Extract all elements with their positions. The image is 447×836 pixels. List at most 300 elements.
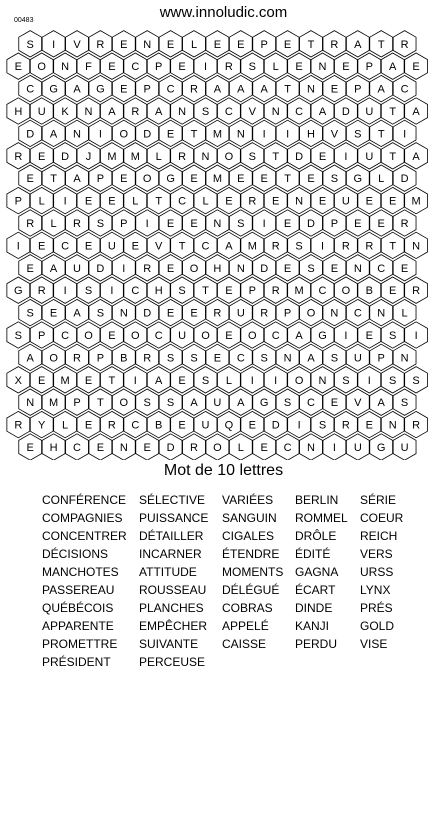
hex-letter: P [38, 330, 46, 342]
hex-cell [66, 344, 89, 370]
hex-cell [7, 277, 30, 303]
hex-cell [147, 232, 170, 258]
hex-letter: N [236, 262, 245, 275]
hex-letter: E [283, 218, 292, 230]
word-item: ATTITUDE [139, 565, 197, 579]
hex-cell [19, 344, 42, 370]
hex-cell [66, 75, 89, 101]
hex-letter: H [307, 128, 315, 141]
hex-letter: E [84, 195, 93, 208]
word-item: MANCHOTES [42, 565, 119, 579]
hex-letter: R [412, 419, 421, 432]
hex-letter: S [166, 397, 175, 410]
hex-cell [54, 411, 77, 437]
hex-letter: S [248, 150, 256, 163]
hex-letter: B [120, 352, 128, 365]
hex-cell [136, 75, 159, 101]
hex-cell [229, 210, 252, 236]
hex-cell [66, 434, 89, 460]
hex-letter: Q [224, 419, 234, 432]
hex-letter: E [84, 374, 93, 387]
hex-letter: E [96, 442, 105, 454]
hex-letter: R [14, 419, 23, 432]
hex-letter: T [50, 173, 57, 186]
hex-letter: R [26, 218, 35, 230]
hex-letter: T [284, 173, 291, 186]
hex-letter: N [201, 150, 210, 163]
word-item: CONFÉRENCE [42, 493, 127, 507]
word-item: PLANCHES [139, 601, 204, 615]
word-item: CONCENTRER [42, 529, 127, 543]
hex-letter: E [307, 173, 315, 186]
hex-letter: N [353, 262, 362, 275]
word-item: PERDU [295, 637, 338, 651]
hex-letter: D [26, 128, 35, 141]
hex-letter: E [84, 240, 93, 253]
hex-cell [147, 277, 170, 303]
hex-letter: A [377, 83, 385, 96]
word-item: SUIVANTE [139, 637, 199, 651]
hex-cell [112, 255, 135, 281]
hex-cell [311, 187, 334, 213]
hex-letter: R [330, 38, 339, 51]
word-item: ÉCART [295, 583, 336, 597]
hex-letter: O [49, 352, 58, 365]
hex-cell [66, 299, 89, 325]
hex-letter: E [26, 173, 34, 186]
hex-cell [300, 255, 323, 281]
hex-letter: S [260, 352, 268, 365]
hex-cell [30, 187, 53, 213]
hex-letter: P [155, 61, 163, 74]
hex-letter: A [260, 83, 268, 96]
hex-cell [393, 389, 416, 415]
hex-letter: E [38, 374, 46, 387]
hex-cell [253, 75, 276, 101]
hex-letter: M [247, 240, 257, 253]
hex-cell [77, 232, 100, 258]
hex-cell [300, 299, 323, 325]
word-column-3 [222, 491, 283, 653]
hex-cell [370, 210, 393, 236]
hex-cell [7, 98, 30, 124]
hex-letter: S [330, 173, 339, 186]
hex-cell [346, 31, 369, 57]
hex-letter: T [155, 195, 163, 208]
hex-cell [89, 31, 112, 57]
hex-cell [370, 31, 393, 57]
hex-letter: L [378, 173, 385, 186]
hex-letter: R [37, 285, 46, 298]
hex-cell [393, 120, 416, 146]
hex-letter: H [14, 106, 23, 118]
hex-letter: R [107, 419, 116, 432]
hex-letter: R [190, 83, 198, 96]
hex-letter: N [295, 195, 304, 208]
hex-cell [54, 367, 77, 393]
hex-cell [194, 232, 217, 258]
hex-cell [159, 255, 182, 281]
hex-letter: P [283, 307, 292, 320]
hex-cell [19, 299, 42, 325]
hex-letter: A [237, 83, 245, 96]
hex-cell [405, 232, 428, 258]
hex-letter: R [178, 150, 187, 163]
hex-letter: E [49, 307, 58, 320]
hex-cell [229, 120, 252, 146]
hex-letter: N [143, 38, 152, 51]
hex-cell [241, 411, 264, 437]
hex-cell [19, 120, 42, 146]
hex-cell [264, 232, 287, 258]
word-item: COEUR [360, 511, 404, 525]
hex-cell [100, 232, 123, 258]
hex-cell [241, 277, 264, 303]
hex-letter: U [341, 195, 350, 208]
hex-letter: C [224, 106, 233, 118]
hex-cell [42, 344, 65, 370]
hex-letter: D [143, 128, 152, 141]
hex-letter: C [166, 83, 175, 96]
hex-letter: L [38, 195, 45, 208]
hex-letter: E [354, 218, 362, 230]
hex-letter: E [412, 61, 420, 74]
hex-cell [276, 165, 299, 191]
hex-letter: H [49, 442, 58, 454]
word-item: DÉLÉGUÉ [222, 583, 280, 597]
hex-cell [276, 255, 299, 281]
hex-cell [159, 210, 182, 236]
hex-cell [241, 322, 264, 348]
hex-cell [19, 434, 42, 460]
hex-cell [159, 75, 182, 101]
hex-cell [124, 98, 147, 124]
hex-cell [100, 187, 123, 213]
hex-letter: U [365, 106, 374, 118]
hex-cell [393, 255, 416, 281]
hex-cell [300, 75, 323, 101]
hex-cell [89, 255, 112, 281]
puzzle-id: 00483 [14, 17, 34, 24]
hex-cell [276, 389, 299, 415]
hex-cell [217, 232, 240, 258]
hex-letter: E [143, 442, 151, 454]
hex-letter: E [108, 330, 116, 342]
hex-letter: R [190, 442, 198, 454]
hex-letter: A [377, 397, 385, 410]
hex-cell [77, 143, 100, 169]
hex-cell [217, 367, 240, 393]
hex-letter: I [274, 374, 278, 387]
hex-cell [136, 31, 159, 57]
hex-letter: A [73, 307, 81, 320]
hex-cell [42, 165, 65, 191]
hex-letter: N [236, 128, 245, 141]
hex-letter: I [297, 419, 301, 432]
hex-cell [300, 120, 323, 146]
hex-letter: E [295, 61, 303, 74]
hex-letter: C [283, 442, 292, 454]
hex-cell [124, 53, 147, 79]
hex-letter: E [377, 218, 385, 230]
hex-letter: N [330, 307, 339, 320]
hex-cell [241, 232, 264, 258]
hex-cell [264, 143, 287, 169]
hex-cell [393, 165, 416, 191]
hex-letter: S [400, 397, 409, 410]
word-item: ROMMEL [295, 511, 348, 525]
hex-cell [358, 143, 381, 169]
hex-cell [147, 411, 170, 437]
hex-letter: O [131, 330, 140, 342]
hex-cell [112, 165, 135, 191]
hex-cell [381, 98, 404, 124]
hex-cell [288, 277, 311, 303]
hex-cell [288, 98, 311, 124]
hex-cell [334, 98, 357, 124]
hex-cell [171, 98, 194, 124]
hex-letter: E [342, 61, 350, 74]
hex-cell [264, 411, 287, 437]
hex-cell [229, 255, 252, 281]
hex-cell [147, 143, 170, 169]
word-item: REICH [360, 529, 398, 543]
hex-cell [171, 53, 194, 79]
hex-cell [346, 299, 369, 325]
hex-cell [405, 143, 428, 169]
hex-letter: T [190, 128, 198, 141]
hex-letter: U [353, 442, 362, 454]
hex-cell [7, 53, 30, 79]
hex-letter: C [377, 262, 386, 275]
hex-letter: A [26, 352, 34, 365]
hex-letter: O [306, 307, 316, 320]
hex-letter: E [330, 262, 339, 275]
hex-cell [124, 277, 147, 303]
hex-cell [42, 75, 65, 101]
hex-cell [171, 232, 194, 258]
hex-cell [358, 187, 381, 213]
hex-letter: A [318, 106, 327, 118]
hex-letter: I [344, 150, 348, 163]
hex-letter: E [166, 307, 175, 320]
word-item: BERLIN [295, 493, 339, 507]
hex-letter: A [213, 83, 222, 96]
word-item: PUISSANCE [139, 511, 209, 525]
hex-letter: I [286, 128, 290, 141]
hex-cell [89, 210, 112, 236]
word-item: PASSEREAU [42, 583, 115, 597]
word-item: GAGNA [295, 565, 339, 579]
hex-cell [381, 277, 404, 303]
hex-letter: P [96, 173, 105, 186]
hex-cell [206, 389, 229, 415]
hex-cell [183, 255, 206, 281]
hex-letter: L [62, 419, 69, 432]
hex-cell [370, 255, 393, 281]
word-item: SÉRIE [360, 493, 397, 507]
hex-cell [77, 322, 100, 348]
hex-cell [100, 367, 123, 393]
hex-letter: N [26, 397, 35, 410]
hex-letter: N [119, 442, 128, 454]
hex-letter: S [295, 240, 303, 253]
hex-cell [77, 98, 100, 124]
hex-letter: S [237, 218, 245, 230]
hex-letter: E [26, 262, 34, 275]
hex-letter: M [212, 128, 222, 141]
hex-letter: E [260, 442, 268, 454]
hex-letter: T [97, 397, 104, 410]
hex-letter: M [107, 150, 117, 163]
hex-cell [288, 367, 311, 393]
hex-cell [112, 75, 135, 101]
hex-cell [66, 210, 89, 236]
hex-letter: D [271, 419, 280, 432]
hex-letter: S [330, 352, 339, 365]
hex-cell [183, 165, 206, 191]
hex-letter: U [73, 262, 81, 275]
hex-cell [183, 120, 206, 146]
hex-letter: S [283, 397, 292, 410]
hex-letter: N [318, 374, 327, 387]
hex-cell [66, 120, 89, 146]
hex-letter: J [85, 150, 92, 163]
hex-letter: S [354, 128, 362, 141]
hex-cell [323, 210, 346, 236]
hex-cell [124, 187, 147, 213]
hex-letter: R [96, 38, 105, 51]
hex-cell [54, 98, 77, 124]
hex-letter: I [250, 374, 254, 387]
hex-cell [346, 389, 369, 415]
hex-cell [42, 120, 65, 146]
hex-letter: I [63, 195, 67, 208]
word-item: COMPAGNIES [42, 511, 123, 525]
hex-cell [264, 367, 287, 393]
hex-letter: S [26, 307, 34, 320]
hex-cell [159, 299, 182, 325]
hex-cell [323, 389, 346, 415]
hex-cell [112, 120, 135, 146]
hex-cell [89, 344, 112, 370]
hex-cell [241, 143, 264, 169]
hex-cell [288, 411, 311, 437]
hex-cell [7, 367, 30, 393]
hex-cell [194, 143, 217, 169]
hex-cell [276, 31, 299, 57]
hex-cell [229, 299, 252, 325]
hex-cell [217, 143, 240, 169]
hex-letter: P [260, 38, 268, 51]
hex-cell [311, 277, 334, 303]
hex-cell [393, 344, 416, 370]
word-item: PROMETTRE [42, 637, 118, 651]
hex-letter: C [318, 285, 327, 298]
hex-cell [370, 344, 393, 370]
hex-letter: G [376, 442, 386, 454]
hex-letter: U [353, 352, 362, 365]
hex-cell [311, 367, 334, 393]
hex-letter: C [236, 352, 245, 365]
hex-letter: O [189, 262, 199, 275]
hex-letter: E [365, 330, 373, 342]
hex-letter: F [85, 61, 92, 74]
hex-letter: L [272, 61, 279, 74]
hex-cell [253, 344, 276, 370]
hex-cell [136, 255, 159, 281]
hex-cell [183, 434, 206, 460]
hex-cell [112, 299, 135, 325]
hex-cell [54, 322, 77, 348]
hex-letter: T [389, 240, 397, 253]
hex-letter: C [271, 330, 280, 342]
hex-cell [194, 53, 217, 79]
hex-letter: A [49, 128, 58, 141]
hex-cell [42, 299, 65, 325]
hex-cell [124, 411, 147, 437]
hex-letter: C [131, 419, 140, 432]
hex-letter: P [354, 83, 362, 96]
word-item: GOLD [360, 619, 395, 633]
hex-cell [253, 31, 276, 57]
hex-cell [124, 322, 147, 348]
hex-letter: B [365, 285, 373, 298]
hex-letter: S [178, 285, 186, 298]
hex-cell [89, 434, 112, 460]
hex-cell [229, 434, 252, 460]
hex-letter: E [225, 285, 233, 298]
hex-letter: C [400, 83, 409, 96]
hex-letter: E [108, 61, 116, 74]
hex-letter: I [262, 218, 266, 230]
hex-letter: O [248, 330, 257, 342]
hex-letter: V [248, 106, 256, 118]
hex-letter: S [318, 419, 327, 432]
word-item: URSS [360, 565, 394, 579]
hex-cell [112, 210, 135, 236]
hex-letter: P [73, 397, 81, 410]
hex-letter: O [294, 374, 304, 387]
word-item: MOMENTS [222, 565, 284, 579]
hex-cell [30, 53, 53, 79]
hex-letter: C [201, 240, 210, 253]
hex-letter: M [49, 397, 59, 410]
hex-letter: R [271, 285, 280, 298]
word-item: APPELÉ [222, 619, 269, 633]
hex-cell [54, 187, 77, 213]
hex-cell [381, 143, 404, 169]
hex-letter: S [26, 38, 34, 51]
hex-cell [159, 389, 182, 415]
hex-cell [405, 367, 428, 393]
hex-cell [370, 434, 393, 460]
hex-cell [124, 232, 147, 258]
hex-letter: T [389, 150, 397, 163]
hex-letter: N [307, 83, 315, 96]
hex-letter: E [400, 262, 409, 275]
hex-letter: X [14, 374, 22, 387]
hex-cell [334, 53, 357, 79]
hex-cell [19, 165, 42, 191]
hex-letter: A [108, 106, 116, 118]
hex-cell [100, 143, 123, 169]
hex-letter: I [320, 240, 325, 253]
hex-cell [30, 322, 53, 348]
hex-letter: E [166, 38, 175, 51]
hex-cell [206, 75, 229, 101]
word-item: QUÉBÉCOIS [42, 601, 114, 615]
